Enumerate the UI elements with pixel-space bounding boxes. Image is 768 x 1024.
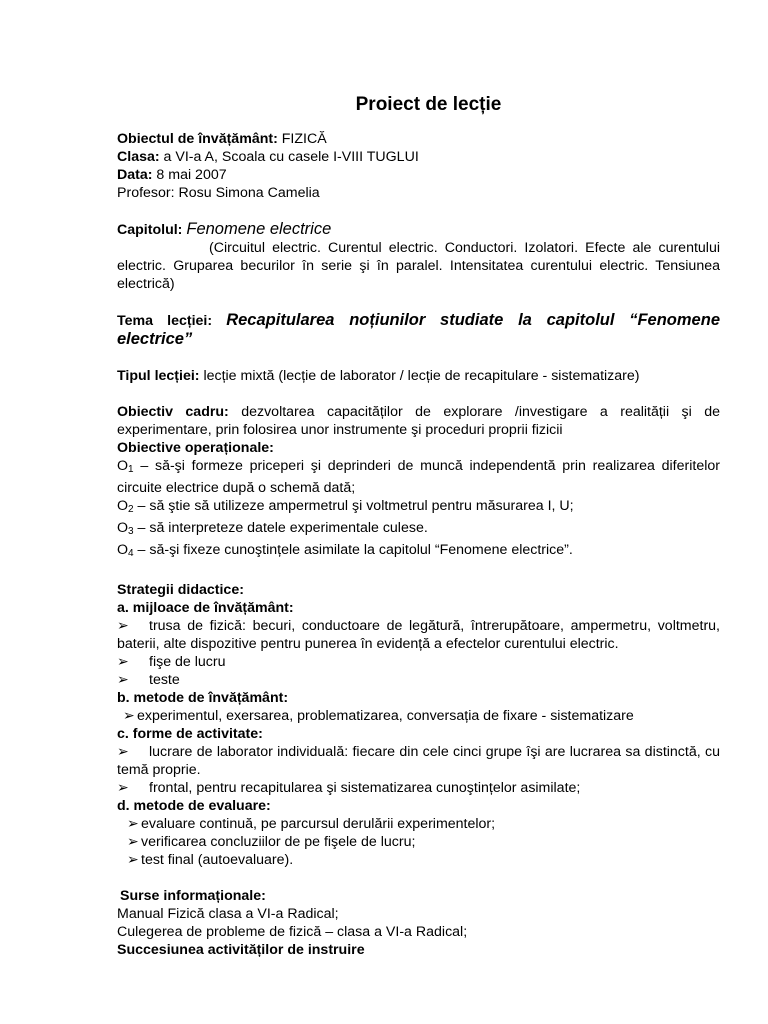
arrow-bullet-icon: ➢ <box>117 654 129 670</box>
arrow-bullet-icon: ➢ <box>127 834 139 850</box>
subject-line <box>117 130 720 148</box>
list-item: ➢ lucrare de laborator individuală: fiecare din cele cinci grupe îşi are lucrarea sa distinctă, cu temă proprie. <box>117 744 720 778</box>
subject-value: FIZICĂ <box>277 131 327 147</box>
subject-label: Obiectul de învățământ: <box>117 131 278 147</box>
chapter-block <box>117 220 720 293</box>
chapter-details: (Circuitul electric. Curentul electric. Conductori. Izolatori. Efecte ale curentului electric. Gruparea becurilor în serie şi în paralel. Intensitatea curentului electric. Tensiunea electrică) <box>117 240 720 292</box>
header-block <box>117 130 720 202</box>
evaluation-heading: d. metode de evaluare: <box>117 798 271 814</box>
arrow-bullet-icon: ➢ <box>127 816 139 832</box>
source-item: Manual Fizică clasa a VI-a Radical; <box>117 906 339 922</box>
succession-heading: Succesiunea activităților de instruire <box>117 942 365 958</box>
class-line <box>117 148 720 166</box>
chapter-label: Capitolul: <box>117 222 187 238</box>
sources-heading: Surse informaționale: <box>120 888 266 904</box>
methods-heading: b. metode de învățământ: <box>117 690 289 706</box>
operational-objectives-list <box>117 457 720 563</box>
lesson-type-value: lecție mixtă (lecție de laborator / lecție de recapitulare - sistematizare) <box>199 368 640 384</box>
arrow-bullet-icon: ➢ <box>123 708 135 724</box>
source-item: Culegerea de probleme de fizică – clasa a VI-a Radical; <box>117 924 468 940</box>
list-item: ➢ test final (autoevaluare). <box>127 852 294 868</box>
theme-text: Recapitularea noțiunilor studiate la capitolul “Fenomene electrice” <box>117 311 720 348</box>
list-item: ➢ evaluare continuă, pe parcursul derulării experimentelor; <box>127 816 496 832</box>
list-item: ➢ frontal, pentru recapitularea şi sistematizarea cunoştințelor asimilate; <box>117 780 581 796</box>
date-label: Data: <box>117 167 153 183</box>
operational-objective: $O_1$ – să-şi formeze priceperi şi deprinderi de muncă independentă prin realizarea diferitelor circuite electrice după o schemă dată; <box>117 458 720 496</box>
arrow-bullet-icon: ➢ <box>127 852 139 868</box>
lesson-type-line <box>117 367 720 385</box>
objective-frame-value: dezvoltarea capacităților de explorare /investigare a realității şi de experimentare, prin folosirea unor instrumente şi proceduri proprii fizicii <box>117 404 720 438</box>
objective-frame <box>117 403 720 439</box>
list-item: ➢ experimentul, exersarea, problematizarea, conversația de fixare - sistematizare <box>123 708 634 724</box>
strategies-heading: Strategii didactice: <box>117 582 244 598</box>
list-item: ➢ fişe de lucru <box>117 654 226 670</box>
arrow-bullet-icon: ➢ <box>117 744 129 760</box>
list-item: ➢ trusa de fizică: becuri, conductoare de legătură, întrerupătoare, ampermetru, voltmetru, baterii, alte dispozitive pentru punerea în evidență a efectelor curentului electric. <box>117 618 720 652</box>
operational-objective: $O_2$ – să ştie să utilizeze ampermetrul şi voltmetrul pentru măsurarea I, U; <box>117 498 574 515</box>
lesson-type-label: Tipul lecției: <box>117 368 200 384</box>
operational-objectives-heading: Obiective operaționale: <box>117 440 274 456</box>
chapter-line <box>117 220 720 239</box>
operational-objective: $O_4$ – să-şi fixeze cunoştințele asimilate la capitolul “Fenomene electrice”. <box>117 542 573 559</box>
theme-label: Tema lecției: <box>117 313 227 329</box>
document-title: Proiect de lecție <box>355 94 502 115</box>
arrow-bullet-icon: ➢ <box>117 672 129 688</box>
arrow-bullet-icon: ➢ <box>117 780 129 796</box>
list-item: ➢ teste <box>117 672 180 688</box>
date-value: 8 mai 2007 <box>152 167 227 183</box>
date-line <box>117 166 720 184</box>
means-heading: a. mijloace de învățământ: <box>117 600 294 616</box>
document-content <box>117 92 720 959</box>
class-value: a VI-a A, Scoala cu casele I-VIII TUGLUI <box>159 149 419 165</box>
chapter-title: Fenomene electrice <box>186 220 332 238</box>
activity-forms-heading: c. forme de activitate: <box>117 726 263 742</box>
operational-objective: $O_3$ – să interpreteze datele experimentale culese. <box>117 520 428 537</box>
arrow-bullet-icon: ➢ <box>117 618 129 634</box>
list-item: ➢ verificarea concluziilor de pe fişele de lucru; <box>127 834 416 850</box>
theme-block <box>117 311 720 349</box>
class-label: Clasa: <box>117 149 160 165</box>
objective-frame-label: Obiectiv cadru: <box>117 404 229 420</box>
teacher-line: Profesor: Rosu Simona Camelia <box>117 185 320 201</box>
